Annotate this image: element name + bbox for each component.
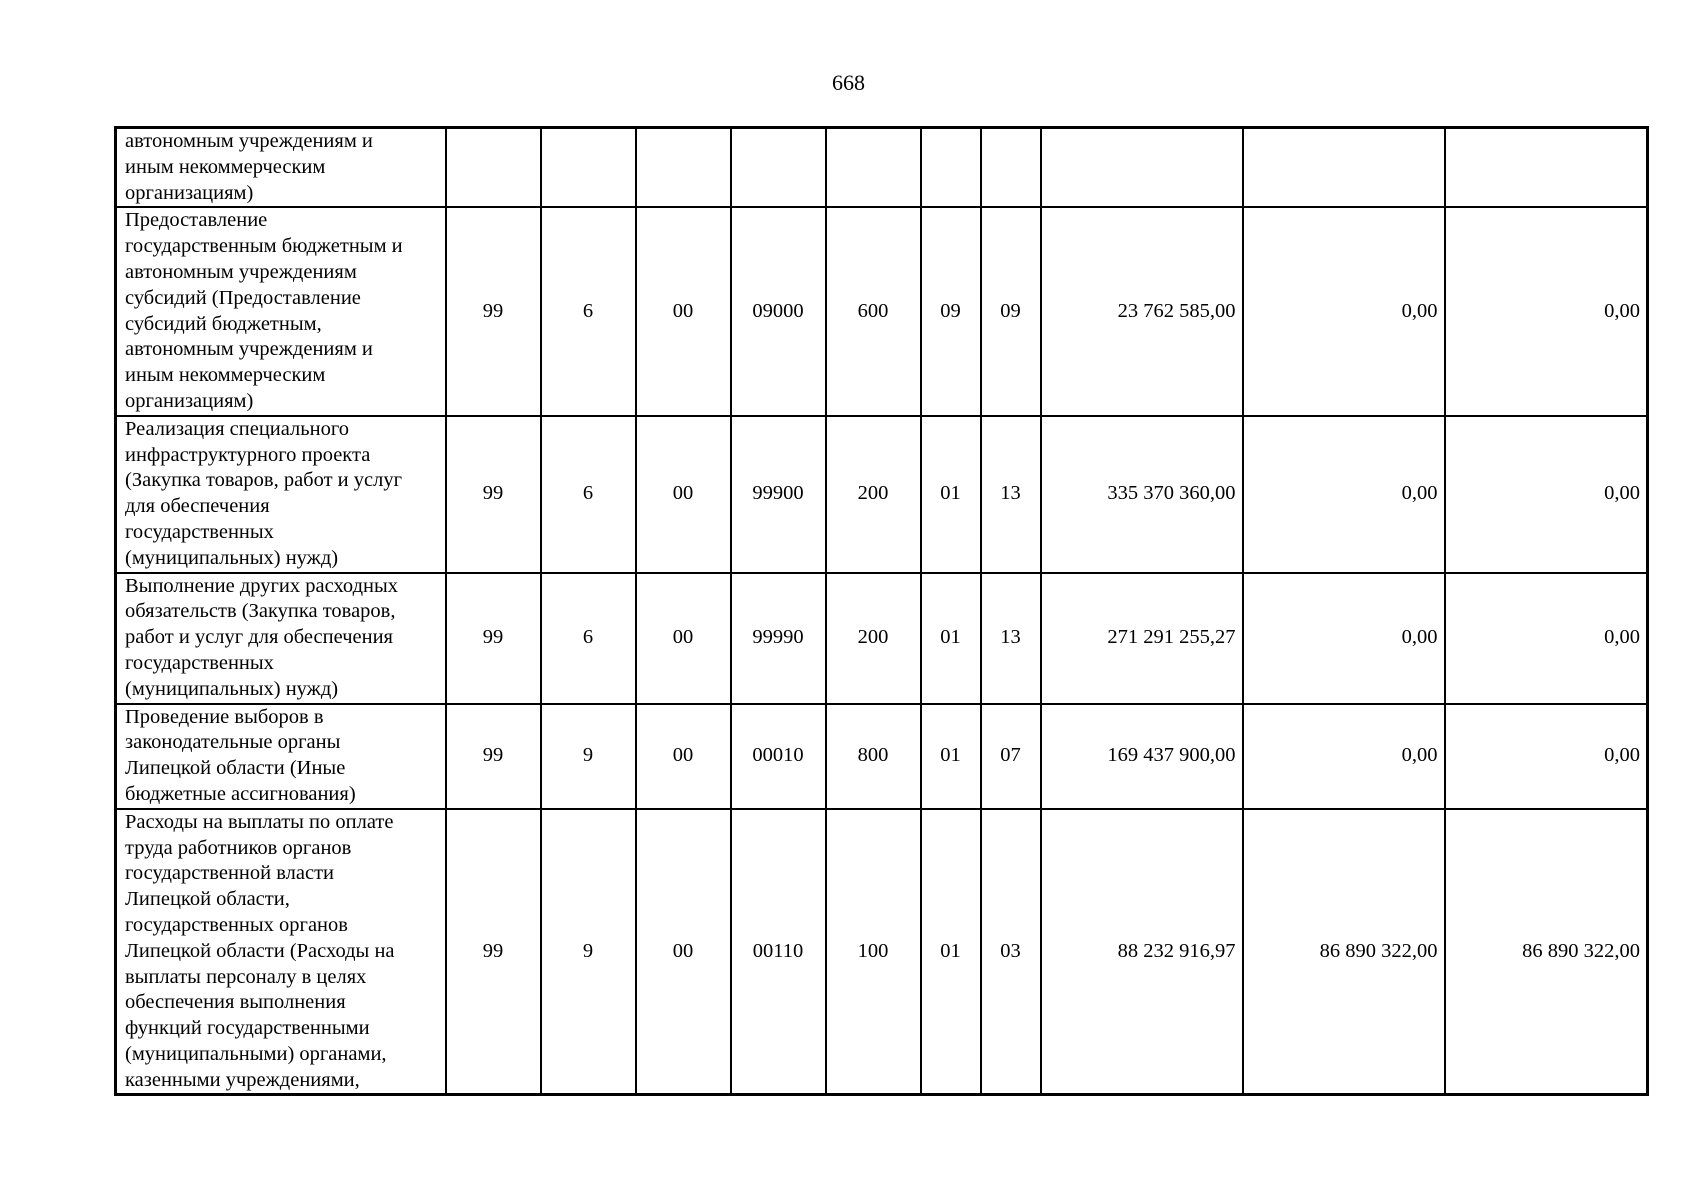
section-cell: 01: [921, 573, 981, 704]
program-code-cell: [446, 128, 541, 208]
program-code-cell: 99: [446, 416, 541, 573]
amount-year3-cell: 0,00: [1445, 704, 1648, 809]
subprogram-code-cell: 6: [541, 573, 636, 704]
amount-year1-cell: 271 291 255,27: [1041, 573, 1243, 704]
page-number: 668: [832, 70, 865, 95]
section-cell: [921, 128, 981, 208]
main-activity-code-cell: 00: [636, 573, 731, 704]
direction-code-cell: 09000: [731, 207, 826, 415]
subprogram-code-cell: 9: [541, 704, 636, 809]
subsection-cell: 09: [981, 207, 1041, 415]
row-description: Предоставление государственным бюджетным и автономным учреждениям субсидий (Предоставление субсидий бюджетным, автономным учреждениям и иным некоммерческим организациям): [116, 207, 446, 415]
program-code-cell: 99: [446, 809, 541, 1095]
subsection-cell: 13: [981, 573, 1041, 704]
row-description: Расходы на выплаты по оплате труда работников органов государственной власти Липецкой области, государственных органов Липецкой области (Расходы на выплаты персоналу в целях обеспечения выполнения функций государственными (муниципальными) органами, казенными учреждениями,: [116, 809, 446, 1095]
expense-type-cell: 600: [826, 207, 921, 415]
table-row: [116, 416, 1648, 573]
expense-type-cell: 800: [826, 704, 921, 809]
table-row: [116, 809, 1648, 1095]
budget-table: [114, 126, 1649, 1096]
expense-type-cell: 200: [826, 416, 921, 573]
table-row: [116, 207, 1648, 415]
amount-year2-cell: 86 890 322,00: [1243, 809, 1445, 1095]
row-description: Выполнение других расходных обязательств (Закупка товаров, работ и услуг для обеспечения государственных (муниципальных) нужд): [116, 573, 446, 704]
table-row: [116, 704, 1648, 809]
subsection-cell: [981, 128, 1041, 208]
table-row: [116, 573, 1648, 704]
subsection-cell: 13: [981, 416, 1041, 573]
section-cell: 09: [921, 207, 981, 415]
program-code-cell: 99: [446, 704, 541, 809]
amount-year2-cell: 0,00: [1243, 573, 1445, 704]
program-code-cell: 99: [446, 573, 541, 704]
direction-code-cell: 00010: [731, 704, 826, 809]
main-activity-code-cell: [636, 128, 731, 208]
amount-year1-cell: 169 437 900,00: [1041, 704, 1243, 809]
section-cell: 01: [921, 704, 981, 809]
amount-year1-cell: 23 762 585,00: [1041, 207, 1243, 415]
expense-type-cell: 100: [826, 809, 921, 1095]
row-description: Проведение выборов в законодательные органы Липецкой области (Иные бюджетные ассигнования): [116, 704, 446, 809]
main-activity-code-cell: 00: [636, 704, 731, 809]
amount-year3-cell: [1445, 128, 1648, 208]
main-activity-code-cell: 00: [636, 416, 731, 573]
amount-year3-cell: 86 890 322,00: [1445, 809, 1648, 1095]
main-activity-code-cell: 00: [636, 207, 731, 415]
main-activity-code-cell: 00: [636, 809, 731, 1095]
row-description: Реализация специального инфраструктурного проекта (Закупка товаров, работ и услуг для обеспечения государственных (муниципальных) нужд): [116, 416, 446, 573]
program-code-cell: 99: [446, 207, 541, 415]
amount-year1-cell: 88 232 916,97: [1041, 809, 1243, 1095]
amount-year3-cell: 0,00: [1445, 416, 1648, 573]
expense-type-cell: [826, 128, 921, 208]
subsection-cell: 03: [981, 809, 1041, 1095]
row-description: автономным учреждениям и иным некоммерческим организациям): [116, 128, 446, 208]
subprogram-code-cell: 9: [541, 809, 636, 1095]
amount-year2-cell: 0,00: [1243, 207, 1445, 415]
amount-year2-cell: 0,00: [1243, 416, 1445, 573]
subprogram-code-cell: 6: [541, 416, 636, 573]
amount-year3-cell: 0,00: [1445, 207, 1648, 415]
subsection-cell: 07: [981, 704, 1041, 809]
subprogram-code-cell: 6: [541, 207, 636, 415]
subprogram-code-cell: [541, 128, 636, 208]
direction-code-cell: 99990: [731, 573, 826, 704]
section-cell: 01: [921, 809, 981, 1095]
amount-year1-cell: [1041, 128, 1243, 208]
amount-year2-cell: [1243, 128, 1445, 208]
amount-year3-cell: 0,00: [1445, 573, 1648, 704]
expense-type-cell: 200: [826, 573, 921, 704]
table-row: [116, 128, 1648, 208]
direction-code-cell: [731, 128, 826, 208]
section-cell: 01: [921, 416, 981, 573]
direction-code-cell: 99900: [731, 416, 826, 573]
direction-code-cell: 00110: [731, 809, 826, 1095]
amount-year2-cell: 0,00: [1243, 704, 1445, 809]
amount-year1-cell: 335 370 360,00: [1041, 416, 1243, 573]
